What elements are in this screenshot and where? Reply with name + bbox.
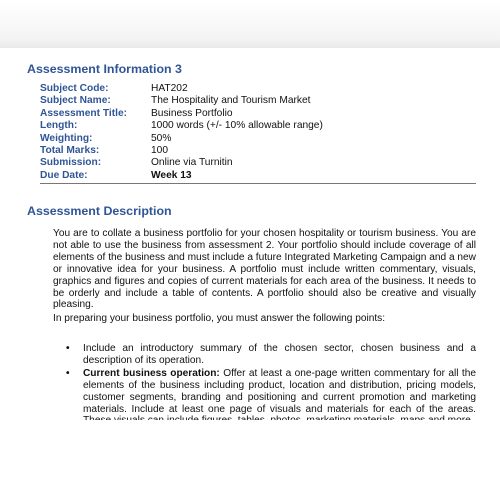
- info-row: [40, 157, 476, 169]
- info-value: Business Portfolio: [151, 107, 233, 119]
- info-value: The Hospitality and Tourism Market: [151, 95, 311, 107]
- info-row: [40, 170, 476, 182]
- requirements-list: [53, 343, 476, 428]
- list-item: [53, 368, 476, 428]
- info-label: Due Date:: [40, 169, 88, 181]
- info-value: 1000 words (+/- 10% allowable range): [151, 120, 323, 132]
- assessment-information-heading: Assessment Information 3: [27, 62, 182, 76]
- info-label: Subject Code:: [40, 83, 109, 94]
- info-row: [40, 120, 476, 132]
- assessment-description-heading: Assessment Description: [27, 204, 172, 218]
- info-value: 100: [151, 145, 168, 157]
- info-row: [40, 108, 476, 120]
- info-row: [40, 133, 476, 145]
- info-label: Length:: [40, 120, 78, 132]
- info-label: Weighting:: [40, 132, 93, 144]
- info-value: HAT202: [151, 83, 188, 94]
- document-page[interactable]: [0, 50, 500, 420]
- info-label: Total Marks:: [40, 145, 100, 157]
- info-row: [40, 145, 476, 157]
- viewer-top-band: [0, 0, 500, 48]
- description-paragraph: You are to collate a business portfolio for your chosen hospitality or tourism business. You are not able to use the business from assessment 2. Your portfolio should include coverage of all elements of the business and must include a future Integrated Marketing Campaign and a new or innovative idea for your business. A portfolio must include written commentary, visuals, graphics and figures and copies of current materials for each area of the business. It needs to be orderly and include a table of contents. A portfolio should also be creative and visually pleasing.: [53, 228, 476, 311]
- bullet-icon: •: [66, 367, 70, 379]
- section-divider: [40, 183, 476, 184]
- info-row: [40, 83, 476, 95]
- assessment-info-table: [40, 83, 476, 182]
- info-label: Assessment Title:: [40, 107, 128, 119]
- bullet-text: Include an introductory summary of the chosen sector, chosen business and a description of its operation.: [83, 343, 476, 366]
- info-row: [40, 95, 476, 107]
- instructions-paragraph: In preparing your business portfolio, you must answer the following points:: [53, 313, 386, 324]
- info-value: 50%: [151, 132, 172, 144]
- info-label: Submission:: [40, 157, 102, 169]
- info-value: Week 13: [151, 169, 192, 181]
- bullet-icon: •: [66, 343, 70, 354]
- bullet-lead: Current business operation:: [83, 367, 220, 379]
- info-value: Online via Turnitin: [151, 157, 233, 169]
- info-label: Subject Name:: [40, 95, 111, 107]
- list-item: [53, 343, 476, 367]
- viewer-bottom-area: [0, 420, 500, 500]
- bullet-text: Offer at least a one-page written commentary for all the elements of the business including product, location and distribution, pricing models, customer segments, branding and positioning and current promotion and marketing materials. Include at least one page of visuals and materials for each of the areas.: [83, 367, 476, 415]
